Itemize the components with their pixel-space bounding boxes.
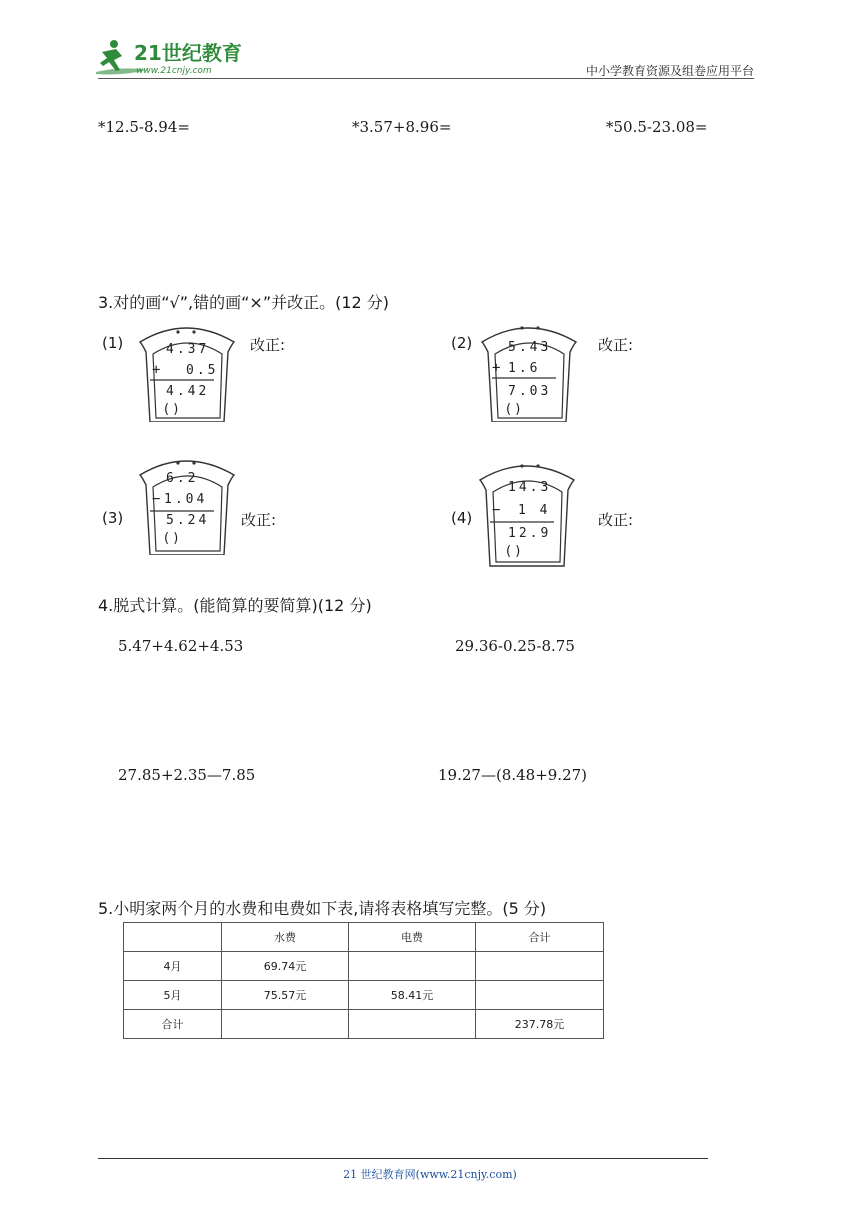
table-cell [349,1010,476,1039]
item-3-correction-label: 改正: [241,511,277,529]
table-cell: 237.78元 [476,1010,604,1039]
item-1-correction-label: 改正: [250,336,286,354]
table-header-cell [124,923,222,952]
house-card-1 [138,322,238,422]
table-row [124,952,604,981]
item-3-top: 6.2 [166,471,199,486]
footer-link[interactable]: 21 世纪教育网(www.21cnjy.com) [343,1168,517,1181]
table-header-cell: 电费 [349,923,476,952]
item-1-index: (1) [102,334,124,352]
item-2-top: 5.43 [508,340,552,355]
item-4-bottom: 1 4 [518,503,551,518]
header-platform-text: 中小学教育资源及组卷应用平台 [585,64,754,78]
logo-url: www.21cnjy.com [136,66,212,76]
table-header-cell: 合计 [476,923,604,952]
item-2-bottom: 1.6 [508,361,541,376]
section-4-title: 4.脱式计算。(能简算的要简算)(12 分) [98,596,372,615]
calc-problem-1: 5.47+4.62+4.53 [118,637,244,655]
item-1-answer-paren: ( ) [164,402,179,417]
house-card-4 [478,460,578,560]
item-3-index: (3) [102,509,124,527]
item-4-index: (4) [451,509,473,527]
item-1-op: + [152,362,161,378]
item-4-answer-paren: ( ) [506,544,521,559]
top-problem-3: *50.5-23.08= [606,118,708,136]
table-cell: 75.57元 [222,981,349,1010]
calc-problem-4: 19.27—(8.48+9.27) [438,766,588,784]
item-1-bottom: 0.5 [186,363,219,378]
calc-problem-2: 29.36-0.25-8.75 [455,637,575,655]
table-cell [476,952,604,981]
site-logo [92,36,262,78]
item-1-result: 4.42 [166,384,210,399]
table-cell: 69.74元 [222,952,349,981]
table-cell: 5月 [124,981,222,1010]
table-cell [349,952,476,981]
section-5-title: 5.小明家两个月的水费和电费如下表,请将表格填写完整。(5 分) [98,899,547,918]
table-row [124,1010,604,1039]
bill-table [123,922,604,1039]
house-card-3 [138,455,238,555]
item-3-op: − [152,491,161,507]
table-cell: 58.41元 [349,981,476,1010]
item-2-index: (2) [451,334,473,352]
item-3-result: 5.24 [166,513,210,528]
table-cell: 4月 [124,952,222,981]
table-header-cell: 水费 [222,923,349,952]
calc-problem-3: 27.85+2.35—7.85 [118,766,256,784]
item-4-op: − [492,502,501,518]
item-2-result: 7.03 [508,384,552,399]
top-problem-1: *12.5-8.94= [98,118,190,136]
table-header-row [124,923,604,952]
item-4-top: 14.3 [508,480,552,495]
item-1-top: 4.37 [166,342,210,357]
item-2-op: + [492,360,501,376]
table-cell [476,981,604,1010]
item-2-correction-label: 改正: [598,336,634,354]
footer-divider [98,1158,708,1159]
house-card-2 [480,322,580,422]
table-row [124,981,604,1010]
item-2-answer-paren: ( ) [506,402,521,417]
header-divider [98,78,754,79]
item-3-bottom: 1.04 [164,492,208,507]
logo-wordmark: 21世纪教育 [134,41,242,65]
item-3-answer-paren: ( ) [164,531,179,546]
item-4-correction-label: 改正: [598,511,634,529]
table-cell: 合计 [124,1010,222,1039]
top-problem-2: *3.57+8.96= [352,118,452,136]
table-cell [222,1010,349,1039]
section-3-title: 3.对的画“√”,错的画“×”并改正。(12 分) [98,293,390,312]
item-4-result: 12.9 [508,526,552,541]
